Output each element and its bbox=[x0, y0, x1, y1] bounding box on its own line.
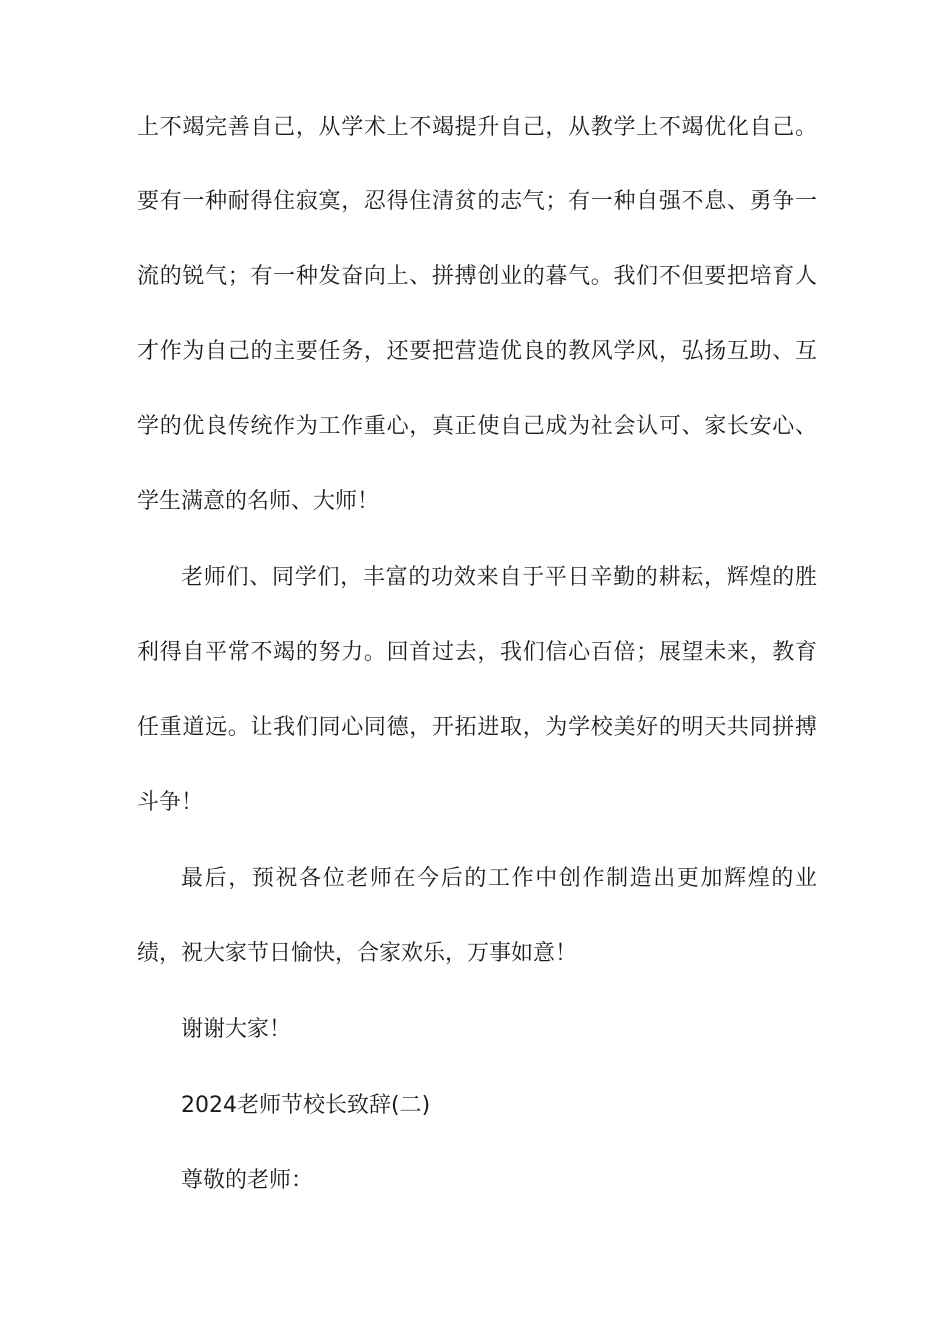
paragraph-line: 流的锐气；有一种发奋向上、拼搏创业的暮气。我们不但要把培育人 bbox=[137, 264, 817, 289]
paragraph-line: 才作为自己的主要任务，还要把营造优良的教风学风，弘扬互助、互 bbox=[137, 339, 817, 364]
salutation-line: 尊敬的老师： bbox=[181, 1168, 314, 1193]
paragraph-line: 绩，祝大家节日愉快，合家欢乐，万事如意！ bbox=[137, 941, 578, 966]
paragraph-line: 要有一种耐得住寂寞，忍得住清贫的志气；有一种自强不息、勇争一 bbox=[137, 189, 817, 214]
paragraph-line: 利得自平常不竭的努力。回首过去，我们信心百倍；展望未来，教育 bbox=[137, 640, 817, 665]
section-heading: 2024老师节校长致辞(二) bbox=[181, 1093, 431, 1118]
paragraph-line: 老师们、同学们，丰富的功效来自于平日辛勤的耕耘，辉煌的胜 bbox=[181, 565, 817, 590]
closing-line: 谢谢大家！ bbox=[181, 1017, 292, 1042]
paragraph-line: 学的优良传统作为工作重心，真正使自己成为社会认可、家长安心、 bbox=[137, 414, 817, 439]
paragraph-line: 斗争！ bbox=[137, 790, 204, 815]
paragraph-line: 最后，预祝各位老师在今后的工作中创作制造出更加辉煌的业 bbox=[181, 866, 817, 891]
paragraph-line: 上不竭完善自己，从学术上不竭提升自己，从教学上不竭优化自己。 bbox=[137, 115, 817, 140]
paragraph-line: 任重道远。让我们同心同德，开拓进取，为学校美好的明天共同拼搏 bbox=[137, 715, 817, 740]
paragraph-line: 学生满意的名师、大师！ bbox=[137, 489, 380, 514]
